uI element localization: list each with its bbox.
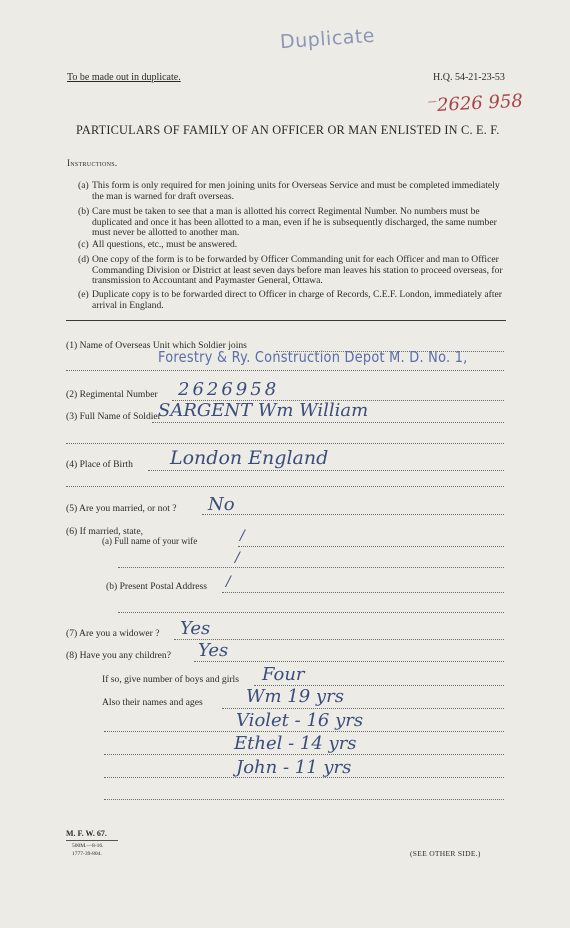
- q4-label: (4) Place of Birth: [66, 459, 133, 470]
- print-run-line-1: 500M.—8-16.: [72, 843, 104, 849]
- form-identifier: M. F. W. 67.: [66, 829, 107, 838]
- q1-answer: Forestry & Ry. Construction Depot M. D. No. 1,: [158, 348, 468, 366]
- q2-label: (2) Regimental Number: [66, 389, 158, 400]
- handwritten-regimental-number: —2626 958: [427, 90, 524, 116]
- form-id-underline: [66, 840, 118, 841]
- q6a-dotted-line: [238, 546, 504, 547]
- child-dotted-line-3: [104, 754, 504, 755]
- child-2: Violet - 16 yrs: [236, 710, 364, 731]
- q6b-label: (b) Present Postal Address: [106, 581, 207, 592]
- duplicate-stamp: Duplicate: [279, 24, 376, 54]
- instruction-b: (b) Care must be taken to see that a man is allotted his correct Regimental Number. No numbers must be duplicated and once it has been allotted to a man, even if he is subsequently discharged, the same number must never be allotted to another man.: [78, 206, 497, 238]
- q6a-answer: /: [240, 528, 245, 544]
- q3-dotted-line-2: [66, 443, 504, 444]
- q6a-answer-2: /: [235, 550, 240, 566]
- q8-dotted-line: [194, 661, 504, 662]
- q8-label: (8) Have you any children?: [66, 650, 171, 661]
- instruction-d: (d) One copy of the form is to be forwarded by Officer Commanding unit for each Officer and man to Officer Commanding Division or District at least seven days before man leaves his station to proceed overseas, for transmission to Accountant and Paymaster General, Ottawa.: [78, 254, 503, 286]
- q8-answer: Yes: [198, 640, 229, 661]
- q8-boys-girls-label: If so, give number of boys and girls: [102, 674, 239, 685]
- child-4: John - 11 yrs: [236, 757, 352, 778]
- q5-dotted-line: [202, 514, 504, 515]
- q4-dotted-line-2: [66, 486, 504, 487]
- q7-label: (7) Are you a widower ?: [66, 628, 160, 639]
- q6a-label: (a) Full name of your wife: [102, 536, 198, 546]
- q8-boys-girls-answer: Four: [262, 664, 305, 685]
- see-other-side-note: (SEE OTHER SIDE.): [410, 849, 481, 858]
- q7-answer: Yes: [180, 618, 211, 639]
- q2-answer: 2626958: [178, 379, 280, 400]
- q1-dotted-line-2: [66, 370, 504, 371]
- child-3: Ethel - 14 yrs: [234, 733, 357, 754]
- child-dotted-line-5: [104, 799, 504, 800]
- form-title: PARTICULARS OF FAMILY OF AN OFFICER OR MAN ENLISTED IN C. E. F.: [76, 123, 500, 137]
- q3-dotted-line: [152, 422, 504, 423]
- section-divider: [66, 320, 506, 321]
- q6b-dotted-line: [222, 592, 504, 593]
- made-in-duplicate-note: To be made out in duplicate.: [67, 72, 181, 83]
- print-run-line-2: 1777-39-804.: [72, 851, 102, 857]
- q6b-dotted-line-2: [118, 612, 504, 613]
- q4-dotted-line: [148, 470, 504, 471]
- q4-answer: London England: [170, 447, 329, 469]
- instruction-a: (a) This form is only required for men joining units for Overseas Service and must be completed immediately the man is warned for draft overseas.: [78, 180, 500, 202]
- q5-label: (5) Are you married, or not ?: [66, 503, 177, 514]
- q8-names-label: Also their names and ages: [102, 697, 203, 708]
- q8-names-dotted-line: [222, 708, 504, 709]
- q1-label: (1) Name of Overseas Unit which Soldier joins: [66, 340, 247, 351]
- child-dotted-line-2: [104, 731, 504, 732]
- instruction-e: (e) Duplicate copy is to be forwarded direct to Officer in charge of Records, C.E.F. London, immediately after arrival in England.: [78, 289, 502, 311]
- q6-label: (6) If married, state,: [66, 526, 143, 537]
- child-1: Wm 19 yrs: [246, 686, 344, 707]
- q6b-answer: /: [226, 574, 231, 590]
- q3-label: (3) Full Name of Soldier: [66, 411, 161, 422]
- q3-answer: SARGENT Wm William: [158, 400, 369, 421]
- instructions-heading: Instructions.: [67, 158, 118, 168]
- hq-number: H.Q. 54-21-23-53: [433, 72, 505, 83]
- instruction-c: (c) All questions, etc., must be answered.: [78, 239, 238, 250]
- q6a-dotted-line-2: [118, 567, 504, 568]
- q5-answer: No: [208, 494, 235, 515]
